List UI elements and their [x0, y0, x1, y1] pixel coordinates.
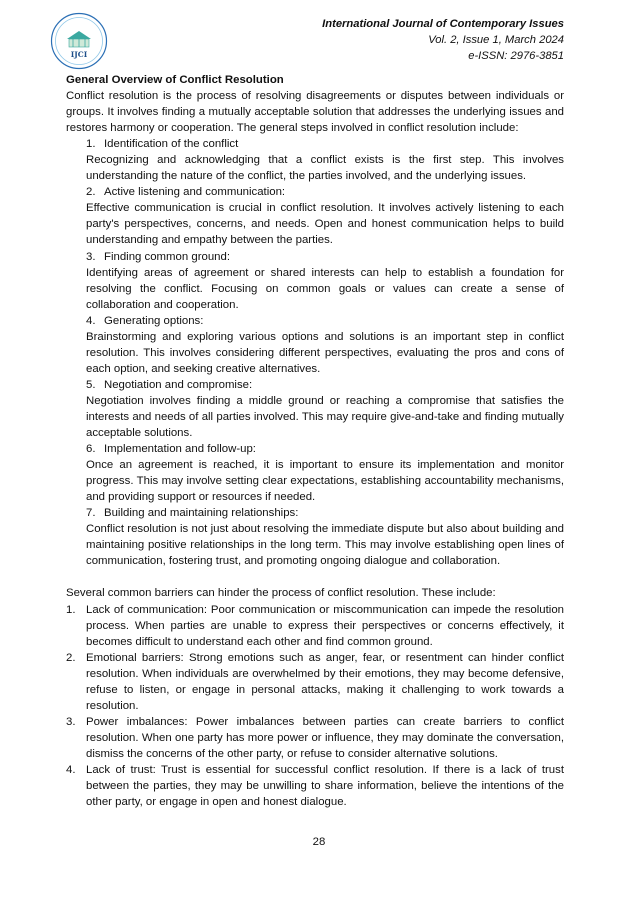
step-1-body: Recognizing and acknowledging that a conflict exists is the first step. This involves understanding the nature of the conflict, the parties involved, and the underlying issues. [86, 154, 564, 183]
step-1-title: 1. Identification of the conflict [86, 138, 239, 151]
barrier-item-4: 4. Lack of trust: Trust is essential for successful conflict resolution. If there is a lack of trust between the parties, they may be unwilling to share information, believe the intentions of the other party, or engage in open and honest dialogue. [66, 763, 564, 809]
logo-text: IJCI [70, 50, 88, 59]
section-title: General Overview of Conflict Resolution [66, 74, 284, 86]
article-body [66, 72, 564, 810]
step-2-title: 2. Active listening and communication: [86, 186, 286, 199]
step-6-body: Once an agreement is reached, it is important to ensure its implementation and monitor progress. This may involve setting clear expectations, establishing accountability mechanisms, and providing support or resources if needed. [86, 459, 564, 504]
step-5-title: 5. Negotiation and compromise: [86, 378, 253, 391]
volume-issue: Vol. 2, Issue 1, March 2024 [428, 34, 564, 46]
step-3-body: Identifying areas of agreement or shared interests can help to establish a foundation for resolving the conflict. Focusing on common goals or values can create a sense of collaboration and cooperation. [86, 266, 564, 311]
page-number: 28 [312, 836, 326, 848]
intro-paragraph: Conflict resolution is the process of resolving disagreements or disputes between individuals or groups. It involves finding a mutually acceptable solution that addresses the underlying issues and restores harmony or cooperation. The general steps involved in conflict resolution include: [66, 90, 564, 135]
step-5-body: Negotiation involves finding a middle ground or reaching a compromise that satisfies the interests and needs of all parties involved. This may require give-and-take and finding mutually acceptable solutions. [86, 394, 564, 440]
step-6-title: 6. Implementation and follow-up: [86, 443, 256, 456]
journal-logo [50, 12, 108, 70]
step-2-body: Effective communication is crucial in conflict resolution. It involves actively listening to each party's perspectives, concerns, and needs. Open and honest communication helps to build understanding and empathy between the parties. [86, 202, 564, 247]
journal-name: International Journal of Contemporary Issues [322, 18, 564, 30]
barrier-item-1: 1. Lack of communication: Poor communication or miscommunication can impede the resolution process. When parties are unable to express their perspectives or concerns effectively, it becomes difficult to understand each other and find common ground. [66, 603, 564, 648]
issn: e-ISSN: 2976-3851 [468, 50, 564, 62]
journal-header [322, 16, 564, 64]
step-3-title: 3. Finding common ground: [86, 250, 230, 263]
barrier-item-3: 3. Power imbalances: Power imbalances between parties can create barriers to conflict resolution. When one party has more power or influence, they may dominate the conversation, dismiss the concerns of the other party, or refuse to consider alternative solutions. [66, 715, 564, 760]
barrier-item-2: 2. Emotional barriers: Strong emotions such as anger, fear, or resentment can hinder conflict resolution. When individuals are overwhelmed by their emotions, they may become defensive, refuse to listen, or engage in personal attacks, making it challenging to work towards a resolution. [66, 651, 564, 712]
step-7-body: Conflict resolution is not just about resolving the immediate dispute but also about building and maintaining positive relationships in the long term. This may involve establishing open lines of communication, fostering trust, and promoting ongoing dialogue and collaboration. [86, 523, 564, 568]
barriers-intro: Several common barriers can hinder the process of conflict resolution. These include: [66, 587, 496, 600]
step-4-title: 4. Generating options: [86, 314, 204, 327]
step-4-body: Brainstorming and exploring various options and solutions is an important step in conflict resolution. This involves considering different perspectives, evaluating the pros and cons of each option, and seeking creative alternatives. [86, 330, 564, 375]
step-7-title: 7. Building and maintaining relationships: [86, 507, 299, 520]
paragraph-gap [66, 569, 564, 585]
